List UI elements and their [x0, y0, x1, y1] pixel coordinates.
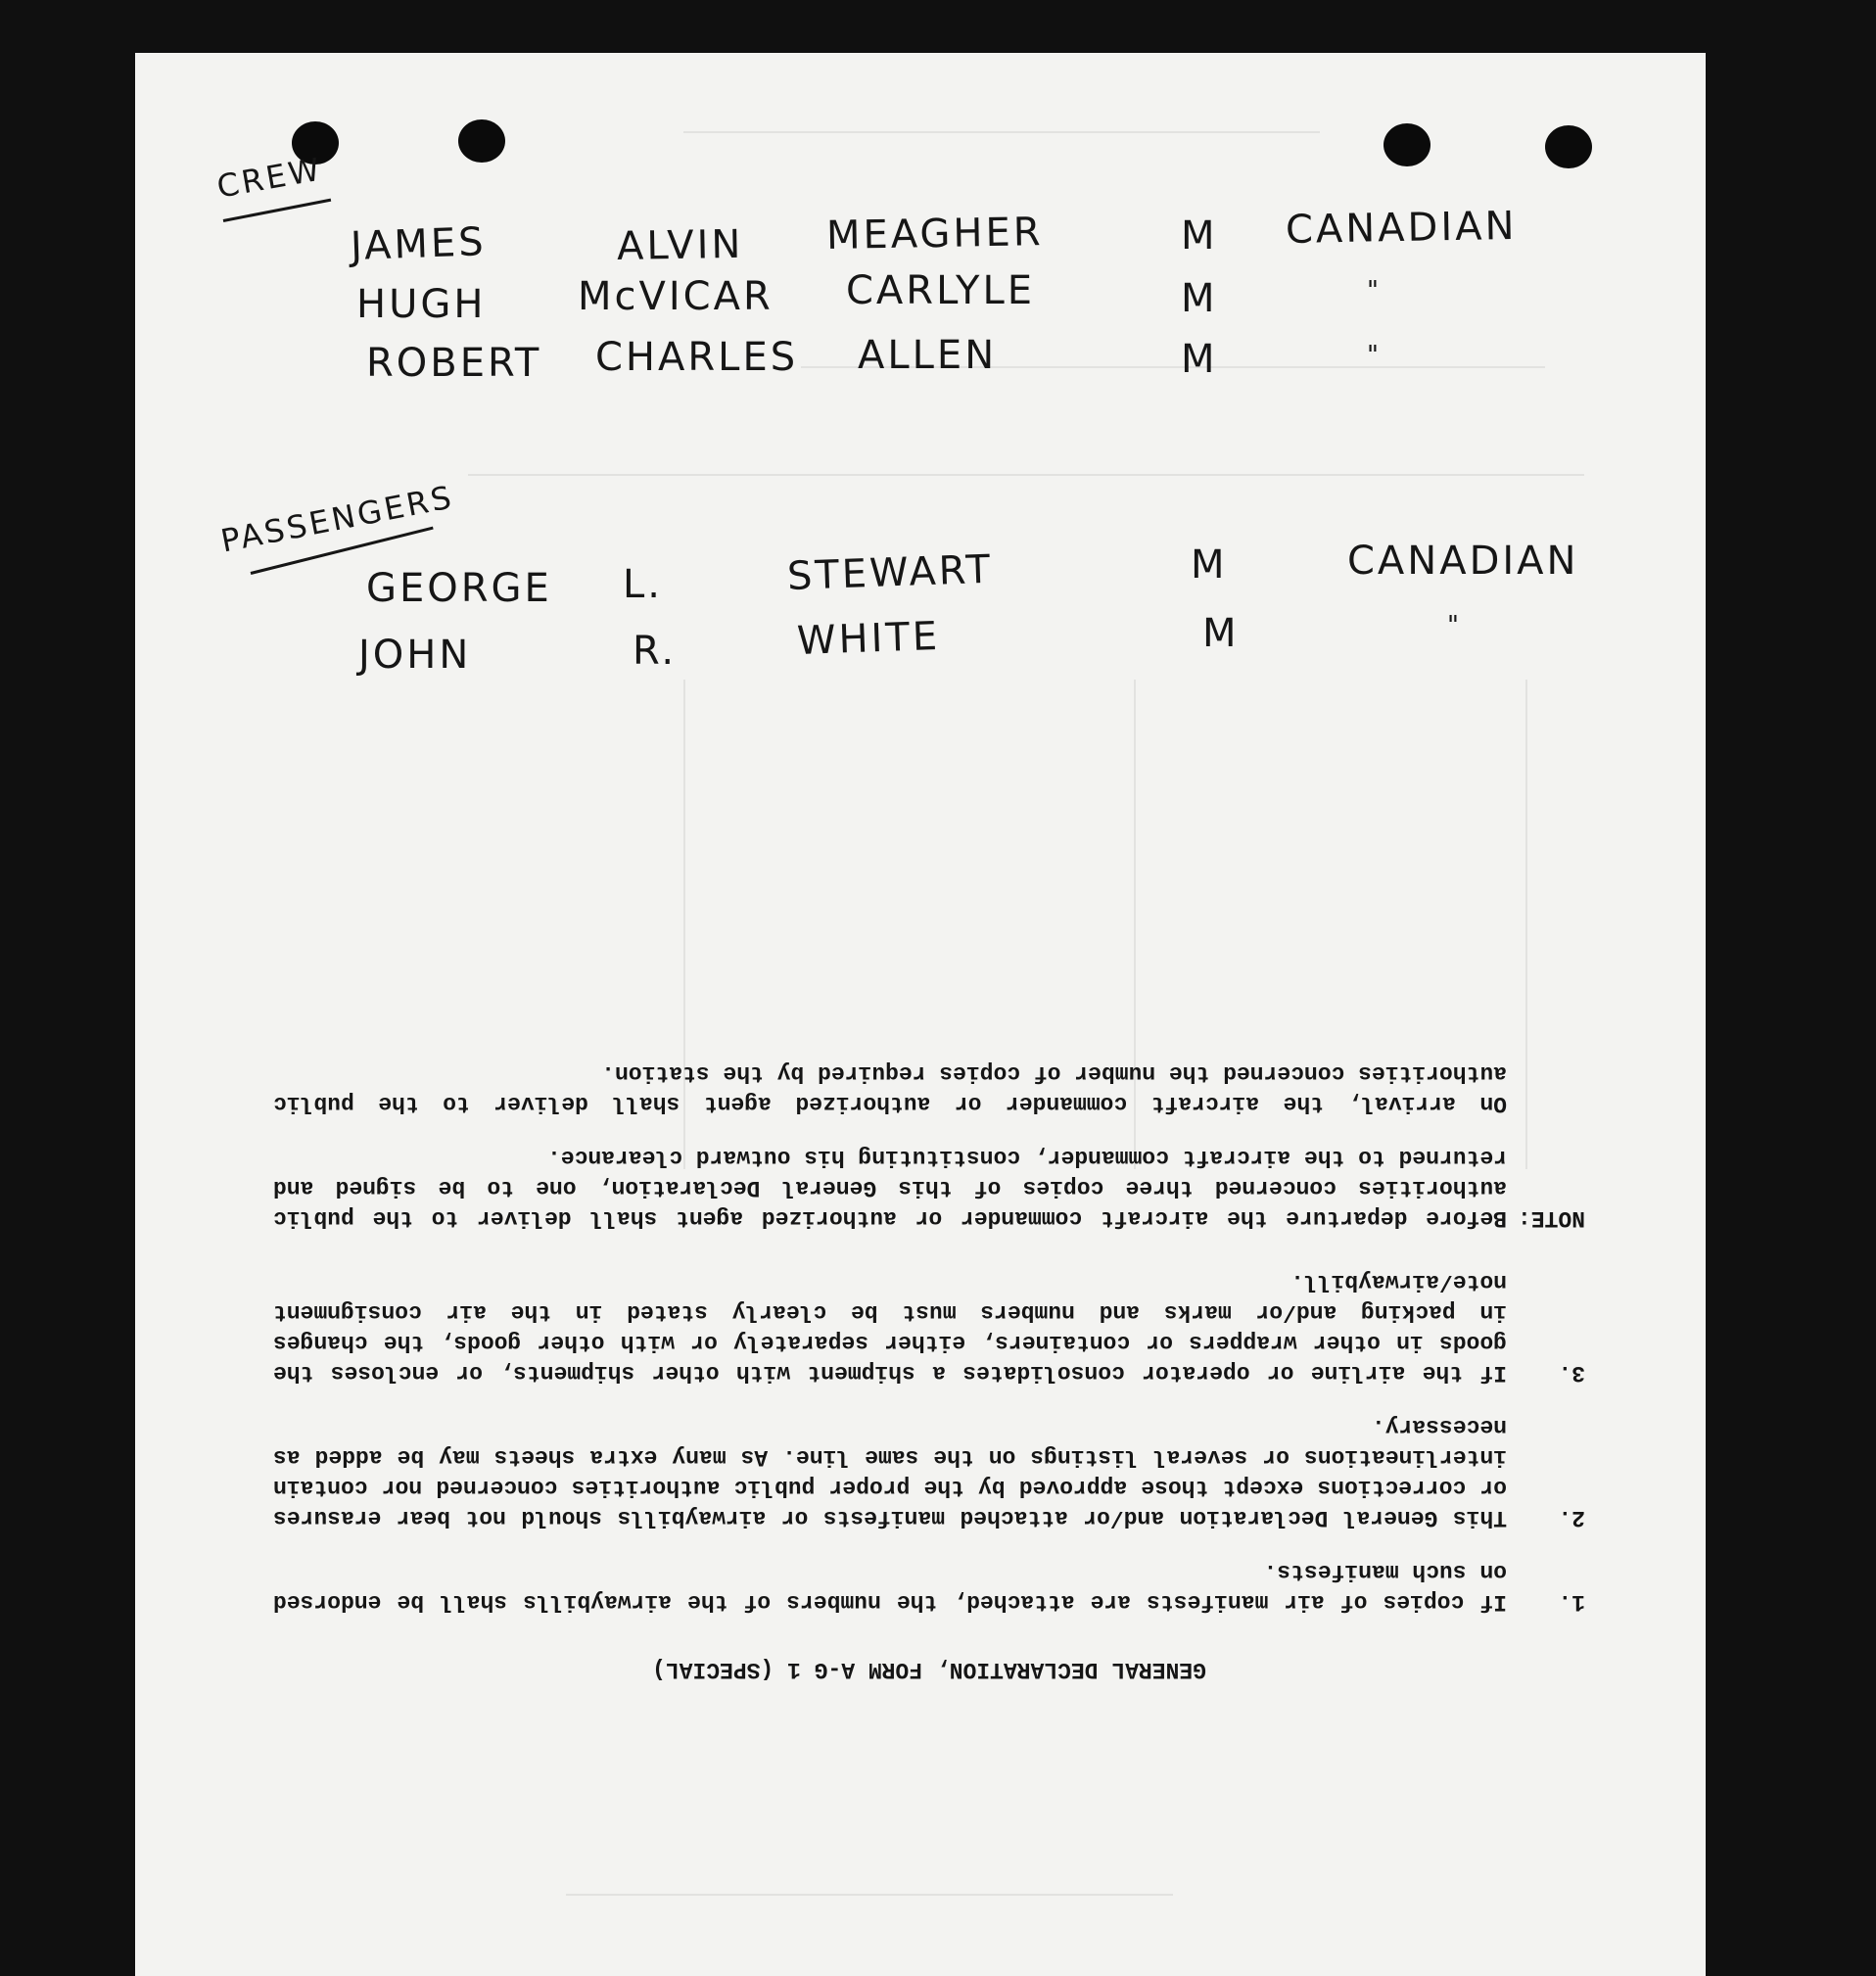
- crew-3-nationality: ": [1367, 341, 1382, 370]
- note-text: Before departure the aircraft commander or authorized agent shall deliver to the public authorities concerned three copies of this General Declaration, one to be signed and returned to the aircraft commander, constituting his outward clearance.: [273, 1145, 1507, 1231]
- passenger-1-sex: M: [1191, 542, 1228, 588]
- passenger-2-nationality: ": [1447, 611, 1462, 640]
- passenger-1-nationality: CANADIAN: [1347, 539, 1579, 584]
- item-number: 3.: [1558, 1360, 1585, 1386]
- crew-2-nationality: ": [1367, 276, 1382, 306]
- crew-3-first: ROBERT: [366, 341, 542, 386]
- passenger-2-last: WHITE: [796, 613, 941, 664]
- note-block: [273, 1142, 1585, 1233]
- crew-3-middle: CHARLES: [595, 335, 799, 380]
- arrival-block: [273, 1058, 1507, 1118]
- upside-down-instructions: [135, 53, 1706, 1976]
- crew-2-middle: McVICAR: [578, 274, 774, 319]
- passenger-1-last: STEWART: [786, 546, 994, 599]
- note-label: NOTE:: [1517, 1205, 1585, 1231]
- document-page: [135, 53, 1706, 1976]
- item-text: This General Declaration and/or attached manifests or airwaybills should not bear erasures or corrections except those approved by the proper public authorities concerned nor contain interlineations or several listings on the same line. As many extra sheets may be added as necessary.: [273, 1414, 1507, 1530]
- crew-3-last: ALLEN: [858, 333, 998, 378]
- document-title: GENERAL DECLARATION, FORM A-G 1 (SPECIAL): [652, 1657, 1206, 1682]
- crew-1-first: JAMES: [350, 219, 488, 269]
- crew-heading: CREW: [213, 150, 326, 206]
- passenger-2-middle: R.: [633, 629, 678, 674]
- item-number: 1.: [1558, 1589, 1585, 1615]
- crew-2-last: CARLYLE: [846, 268, 1036, 313]
- instruction-item: [273, 1411, 1585, 1532]
- passengers-heading: PASSENGERS: [217, 478, 457, 560]
- crew-1-sex: M: [1181, 213, 1218, 259]
- instructions-text: [273, 1034, 1585, 1684]
- arrival-text: On arrival, the aircraft commander or authorized agent shall deliver to the public authorities concerned the number of copies required by the station.: [273, 1060, 1507, 1116]
- passenger-2-first: JOHN: [358, 633, 472, 678]
- crew-1-nationality: CANADIAN: [1285, 203, 1518, 253]
- passenger-1-middle: L.: [623, 562, 663, 607]
- passenger-2-sex: M: [1202, 611, 1240, 656]
- crew-1-last: MEAGHER: [825, 210, 1044, 259]
- instruction-item: [273, 1556, 1585, 1617]
- item-text: If the airline or operator consolidates a shipment with other shipments, or encloses the goods in other wrappers or containers, either separately or with other goods, the changes in packing and/or marks and numbers must be clearly stated in the air consignment note/airwaybill.: [273, 1269, 1507, 1386]
- crew-2-first: HUGH: [356, 282, 487, 327]
- crew-3-sex: M: [1181, 337, 1218, 382]
- passenger-1-first: GEORGE: [366, 566, 552, 611]
- item-text: If copies of air manifests are attached, the numbers of the airwaybills shall be endorsed on such manifests.: [273, 1559, 1507, 1615]
- instruction-item: [273, 1266, 1585, 1388]
- crew-1-middle: ALVIN: [616, 221, 744, 269]
- crew-2-sex: M: [1181, 276, 1218, 321]
- item-number: 2.: [1558, 1505, 1585, 1530]
